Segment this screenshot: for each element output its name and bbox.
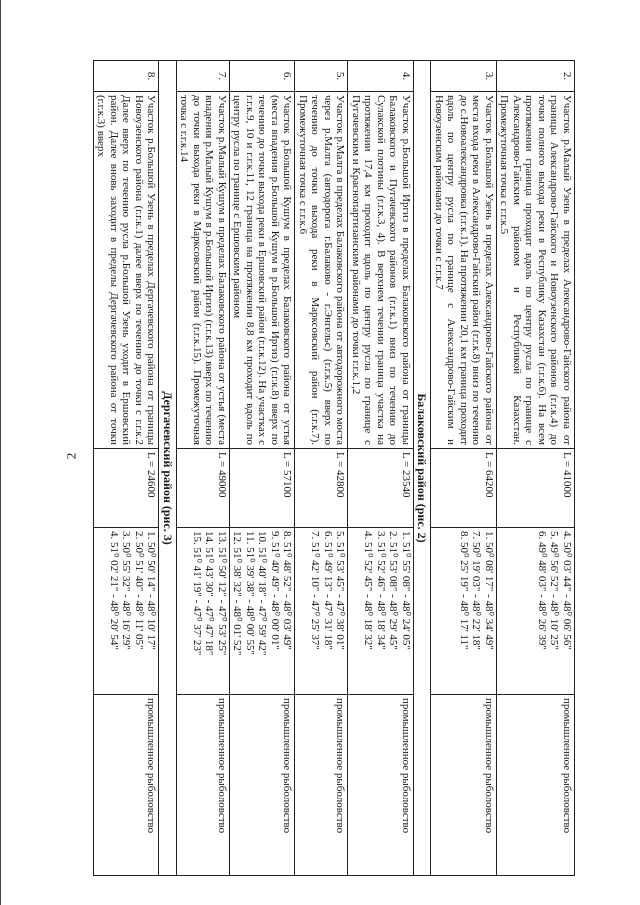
coordinates-cell <box>230 528 296 695</box>
coordinate-point: 9. 51⁰ 40' 49" - 48⁰ 00' 01" <box>269 531 281 650</box>
coordinate-point: 13. 51⁰ 50' 12" - 47⁰ 53' 25" <box>216 531 228 656</box>
coordinate-point: 1. 51⁰ 55' 08" - 48⁰ 24' 05" <box>400 531 412 650</box>
area-description: Участок р.Большой Кушум в пределах Балаковского района от устья (места впадения р.Большой Кушум в р.Большой Иргиз) (г.г.к.8) вверх по течению до точки выхода реки в Ершовский район (г.г.к.12). На участках с г.г.к.9, 10 и г.г.к.11, 12 граница на протяжении 8,8 км проходит вдоль по центру русла по границе с Ершовским районом <box>230 92 296 449</box>
coordinate-point: 11. 51⁰ 39' 38" - 48⁰ 00' 55" <box>244 531 256 656</box>
area-length: L = 57100 <box>230 449 296 528</box>
table-row <box>348 61 414 876</box>
coordinate-point: 3. 51⁰ 52' 46" - 48⁰ 18' 34" <box>375 531 387 650</box>
fishing-type: промышленное рыболовство <box>295 695 348 876</box>
table-row <box>431 61 497 876</box>
area-description: Участок р.Малый Кушум в пределах Балаковского района от устья (места впадения р.Малый Кушум в р.Большой Иргиз) (г.г.к.13) вверх по течению до точки выхода реки в Марксовский район (г.г.к.15). Промежуточная точка с г.г.к.14 <box>177 92 230 449</box>
row-number: 2. <box>497 61 575 92</box>
coordinate-point: 2. 50⁰ 51' 40" - 48⁰ 11' 05" <box>133 531 145 650</box>
coordinate-point: 4. 51⁰ 52' 45" - 48⁰ 18' 32" <box>362 531 375 650</box>
area-description: Участок р.Большой Узень в пределах Дергачевского района от границы Новоузенского района (г.г.к.1) далее вверх по течению до точки с г.г.к.2 Далее вверх по течению русла р.Большой Узень уходит в Ершовский район. Далее вновь заходит в пределы Дергачевского района от точки (г.г.к.3) вверх <box>94 92 160 449</box>
coordinate-point: 12. 51⁰ 38' 32" - 48⁰ 01' 52" <box>231 531 244 656</box>
coordinate-point: 14. 51⁰ 43' 30" - 47⁰ 47' 18" <box>203 531 216 656</box>
row-number: 3. <box>431 61 497 92</box>
coordinate-point: 6. 51⁰ 49' 13" - 47⁰ 31' 18" <box>322 531 334 650</box>
coordinate-point: 10. 51⁰ 40' 18" - 47⁰ 59' 42" <box>256 531 269 656</box>
page-number: 2 <box>63 452 79 460</box>
coordinates-cell <box>497 528 575 695</box>
coordinate-point: 5. 49⁰ 56' 52" - 48⁰ 10' 25" <box>548 531 561 650</box>
row-number: 6. <box>230 61 296 92</box>
row-number: 5. <box>295 61 348 92</box>
coordinate-point: 3. 50⁰ 55' 32" - 48⁰ 16' 29" <box>120 531 133 650</box>
section-title: Балаковский район (рис. 2) <box>414 61 432 876</box>
row-number: 7. <box>177 61 230 92</box>
coordinates-cell <box>348 528 414 695</box>
coordinate-point: 15. 51⁰ 41' 19" - 47⁰ 37' 23" <box>191 531 203 656</box>
table-row <box>230 61 296 876</box>
coordinate-point: 5. 51⁰ 53' 45" - 47⁰ 38' 01" <box>334 531 347 650</box>
section-header-row <box>414 61 432 876</box>
area-description: Участок р.Большой Узень в пределах Александрово-Гайского района от места входа реки в Александрово-Гайский район (г.г.к.8) вниз по течению до с.Новоалександровка (г.г.к.1). На протяжении 20,1 км граница проходит вдоль по центру русла по границе с Александрово-Гайским и Новоузенским районами до точки с г.г.к.7 <box>431 92 497 449</box>
coordinate-point: 6. 49⁰ 48' 03" - 48⁰ 26' 39" <box>536 531 548 650</box>
area-length: L = 41000 <box>497 449 575 528</box>
table-row <box>94 61 160 876</box>
fishing-type: промышленное рыболовство <box>348 695 414 876</box>
section-title: Дергачевский район (рис. 3) <box>159 61 177 876</box>
fishing-areas-table <box>93 60 575 876</box>
scan-edge-left <box>0 0 1 905</box>
table-row <box>295 61 348 876</box>
fishing-type: промышленное рыболовство <box>497 695 575 876</box>
area-length: L = 24600 <box>94 449 160 528</box>
area-length: L = 42800 <box>295 449 348 528</box>
row-number: 8. <box>94 61 160 92</box>
coordinate-point: 4. 50⁰ 03' 44" - 48⁰ 06' 56" <box>561 531 573 650</box>
area-length: L = 23540 <box>348 449 414 528</box>
coordinate-point: 7. 50⁰ 19' 03" - 48⁰ 22' 18" <box>470 531 483 650</box>
table-row <box>497 61 575 876</box>
area-description: Участок р.Малга в пределах Балаковского района от автодорожного моста через р.Малга (автодорога г.Балаково - г.Энгельс) (г.г.к.5) вверх по течению до точки выхода реки в Марксовский район (г.г.к.7). Промежуточная точка с г.г.к.6 <box>295 92 348 449</box>
coordinate-point: 2. 51⁰ 53' 08" - 48⁰ 29' 45" <box>387 531 400 650</box>
fishing-type: промышленное рыболовство <box>177 695 230 876</box>
area-description: Участок р.Малый Узень в пределах Александрово-Гайского района от границы Александрово-Гайского и Новоузенского районов (г.г.к.4) до точки полного выхода реки в Республику Казахстан (г.г.к.6). На всем протяжении граница проходит вдоль по центру русла по границе с Александрово-Гайским районом и Республикой Казахстан. Промежуточная точка с г.г.к.5 <box>497 92 575 449</box>
coordinate-point: 8. 50⁰ 25' 19" - 48⁰ 17' 11" <box>458 531 470 650</box>
coordinates-cell <box>94 528 160 695</box>
coordinate-point: 4. 51⁰ 02' 21" - 48⁰ 20' 54" <box>108 531 120 650</box>
table-row <box>177 61 230 876</box>
coordinates-cell <box>431 528 497 695</box>
section-header-row <box>159 61 177 876</box>
coordinates-cell <box>177 528 230 695</box>
fishing-type: промышленное рыболовство <box>431 695 497 876</box>
coordinate-point: 8. 51⁰ 48' 52" - 48⁰ 03' 49" <box>281 531 294 650</box>
fishing-type: промышленное рыболовство <box>230 695 296 876</box>
coordinates-cell <box>295 528 348 695</box>
coordinate-point: 1. 50⁰ 08' 17" - 48⁰ 34' 49" <box>483 531 495 650</box>
row-number: 4. <box>348 61 414 92</box>
area-length: L = 49000 <box>177 449 230 528</box>
area-length: L = 64200 <box>431 449 497 528</box>
area-description: Участок р.Большой Иргиз в пределах Балаковского района от границы Балаковского и Пугачевского районов (г.г.к.1) вниз по течению до Сулакской плотины (г.г.к.3, 4). В верхнем течении граница участка на протяжении 17,4 км проходит вдоль по центру русла по границе с Пугачевским и Краснопартизанским районами до точки г.г.к.1,2 <box>348 92 414 449</box>
coordinate-point: 7. 51⁰ 42' 10" - 47⁰ 25' 37" <box>309 531 322 650</box>
rotated-document <box>95 60 575 840</box>
coordinate-point: 1. 50⁰ 50' 14" - 48⁰ 10' 17" <box>145 531 158 650</box>
fishing-type: промышленное рыболовство <box>94 695 160 876</box>
